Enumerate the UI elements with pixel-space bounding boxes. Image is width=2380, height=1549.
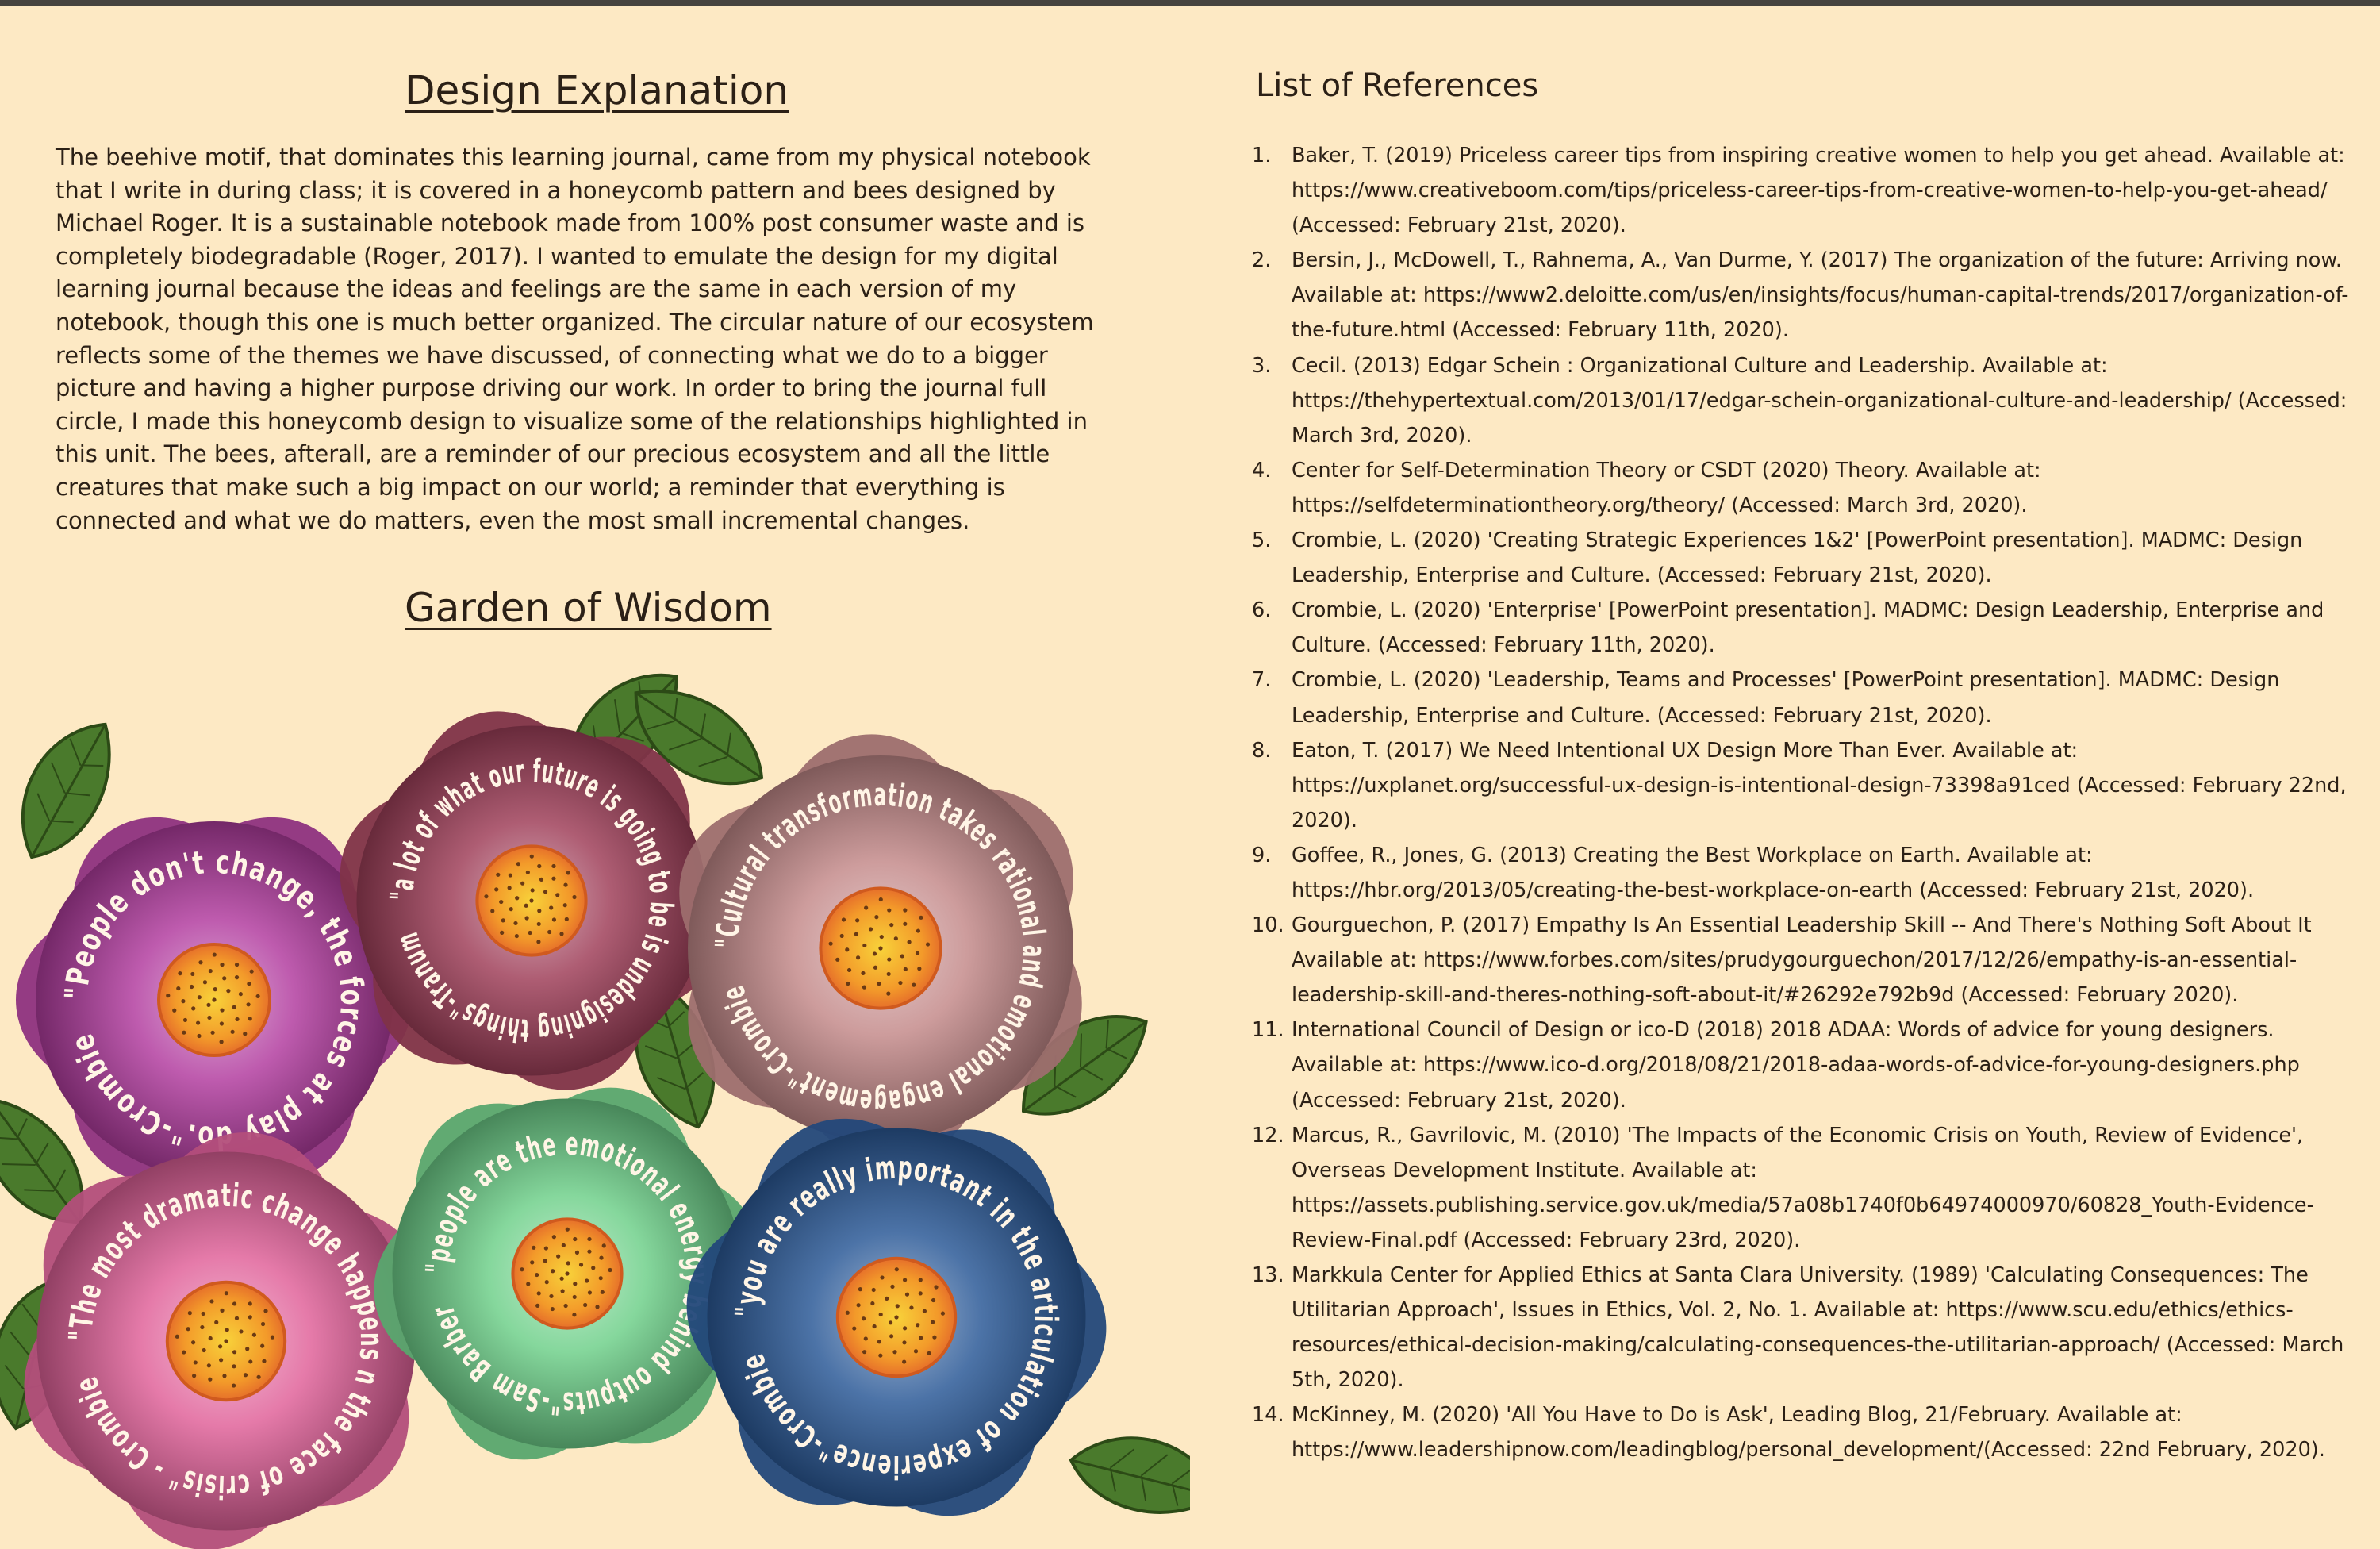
seed-dot (248, 1017, 252, 1020)
reference-item (1252, 1013, 2355, 1117)
seed-dot (555, 893, 559, 897)
seed-dot (862, 1350, 866, 1354)
seed-dot (932, 1336, 936, 1340)
seed-dot (232, 1301, 236, 1305)
seed-dot (846, 1311, 850, 1315)
seed-dot (887, 957, 891, 961)
seed-dot (878, 1354, 882, 1358)
seed-dot (537, 922, 541, 926)
seed-dot (858, 1287, 862, 1291)
seed-dot (889, 1334, 893, 1338)
seed-dot (601, 1290, 605, 1294)
seed-dot (599, 1256, 603, 1260)
seed-dot (560, 1277, 564, 1281)
reference-number: 9. (1252, 843, 1272, 867)
seed-dot (183, 1018, 187, 1022)
seed-dot (560, 1289, 564, 1293)
seed-dot (494, 887, 498, 891)
reference-number: 4. (1252, 458, 1272, 482)
seed-dot (549, 905, 553, 909)
seed-dot (256, 994, 260, 998)
reference-text: Baker, T. (2019) Priceless career tips from inspiring creative women to help you get ahead. Available at: https://www.creativeboom.com/tips/priceless-career-tips-from-creative-women-to-help-you-get-ahead/ (Accessed: February 21st, 2020). (1292, 144, 2345, 238)
seed-dot (565, 917, 569, 921)
seed-dot (566, 1228, 570, 1232)
seed-dot (608, 1268, 612, 1272)
reference-number: 5. (1252, 529, 1272, 553)
seed-dot (539, 878, 543, 882)
seed-dot (186, 1327, 190, 1331)
seed-dot (528, 931, 532, 935)
reference-number: 10. (1252, 913, 1284, 938)
reference-text: Bersin, J., McDowell, T., Rahnema, A., Van Durme, Y. (2017) The organization of the future: Arriving now. Available at: https://www2.deloitte.com/us/en/insights/focus/human-capital-trends/2017/organization-of-the-future.html (Accessed: February 11th, 2020). (1292, 248, 2349, 343)
seed-dot (190, 985, 194, 989)
seed-dot (573, 1237, 577, 1241)
seed-dot (235, 963, 239, 967)
seed-dot (919, 1291, 923, 1295)
references-list (1252, 138, 2355, 1468)
seed-dot (248, 1315, 252, 1319)
seed-dot (532, 1246, 536, 1250)
seed-dot (873, 966, 877, 970)
seed-dot (591, 1266, 595, 1270)
seed-dot (194, 1360, 198, 1364)
seed-dot (208, 1378, 212, 1382)
seed-dot (854, 932, 858, 936)
flower-quote-text: "The most dramatic change happens n the face of crisis" - Crombie (62, 1176, 390, 1505)
seed-dot (602, 1243, 606, 1247)
seed-dot (536, 1304, 539, 1308)
seed-dot (496, 873, 500, 877)
seed-dot (877, 1340, 881, 1343)
seed-dot (902, 1359, 906, 1363)
seed-dot (220, 963, 224, 967)
seed-dot (244, 1373, 248, 1377)
seed-dot (551, 1307, 555, 1311)
seed-dot (862, 986, 866, 990)
seed-dot (176, 986, 180, 990)
seed-dot (583, 1303, 587, 1307)
seed-dot (552, 917, 556, 921)
seed-dot (562, 1243, 566, 1247)
seed-dot (520, 882, 524, 886)
reference-item (1252, 733, 2355, 838)
seed-dot (490, 909, 494, 913)
seed-dot (864, 905, 868, 909)
seed-dot (526, 871, 530, 874)
seed-dot (914, 1349, 918, 1353)
seed-dot (879, 1313, 883, 1316)
seed-dot (587, 1250, 591, 1254)
reference-item (1252, 1397, 2355, 1467)
reference-item (1252, 663, 2355, 732)
seed-dot (870, 1301, 874, 1305)
seed-dot (190, 972, 194, 976)
seed-dot (916, 1323, 919, 1327)
seed-dot (530, 1260, 534, 1264)
seed-dot (252, 1333, 256, 1337)
seed-dot (198, 960, 202, 964)
seed-dot (585, 1278, 589, 1282)
seed-dot (895, 1267, 899, 1271)
reference-item (1252, 1258, 2355, 1397)
seed-dot (232, 1350, 236, 1354)
seed-dot (200, 1325, 204, 1329)
seed-dot (530, 855, 534, 859)
seed-dot (235, 975, 239, 979)
seed-dot (934, 1285, 938, 1289)
reference-number: 13. (1252, 1263, 1284, 1287)
seed-dot (225, 1291, 228, 1295)
seed-dot (566, 871, 570, 874)
seed-dot (551, 864, 555, 868)
seed-dot (892, 1350, 896, 1354)
seed-dot (873, 1324, 877, 1328)
flower-quote-text: "a lot of what our future is going to be is undesigning things"-Tranum (383, 751, 681, 1050)
seed-dot (509, 907, 513, 911)
seed-dot (182, 1031, 186, 1035)
seed-dot (224, 1339, 228, 1343)
garden-of-wisdom-title: Garden of Wisdom (405, 585, 772, 631)
leaf (1062, 1416, 1190, 1536)
seed-dot (923, 1309, 927, 1313)
seed-dot (903, 908, 907, 912)
seed-dot (191, 1340, 195, 1344)
seed-dot (192, 1374, 196, 1378)
reference-item (1252, 523, 2355, 593)
seed-dot (231, 1030, 235, 1034)
seed-dot (207, 1016, 211, 1020)
seed-dot (182, 1350, 186, 1354)
seed-dot (847, 968, 851, 972)
seed-dot (175, 1335, 179, 1339)
seed-dot (271, 1336, 274, 1340)
seed-dot (166, 994, 170, 997)
seed-dot (197, 1034, 201, 1038)
seed-dot (587, 1237, 591, 1241)
seed-dot (579, 1263, 583, 1266)
reference-number: 2. (1252, 248, 1272, 273)
seed-dot (552, 1235, 556, 1239)
flower-quote-text: "Cultural transformation takes rational and emotional engagement"-Crombie (708, 774, 1053, 1120)
reference-text: Crombie, L. (2020) 'Leadership, Teams and Processes' [PowerPoint presentation]. MADMC: Design Leadership, Enterprise and Culture. (Accessed: February 21st, 2020). (1292, 668, 2280, 728)
seed-dot (852, 1326, 856, 1330)
seed-dot (243, 1032, 247, 1036)
seed-dot (927, 1351, 931, 1355)
reference-item (1252, 1118, 2355, 1258)
seed-dot (917, 967, 921, 971)
seed-dot (232, 1364, 236, 1368)
seed-dot (887, 908, 891, 912)
seed-dot (889, 1320, 892, 1324)
seed-dot (536, 940, 540, 944)
reference-text: Cecil. (2013) Edgar Schein : Organizational Culture and Leadership. Available at: https://thehypertextual.com/2013/01/17/edgar-schein-organizational-culture-and-leadership/ (Accessed: March 3rd, 2020). (1292, 353, 2347, 448)
seed-dot (885, 1297, 889, 1301)
seed-dot (846, 982, 850, 986)
seed-dot (219, 1040, 223, 1044)
seed-dot (551, 1269, 555, 1273)
seed-dot (509, 873, 512, 877)
seed-dot (235, 1316, 239, 1320)
flower-quote-text: "you are really important in the articulation of experience"-Crombie (728, 1148, 1065, 1486)
reference-number: 14. (1252, 1403, 1284, 1428)
reference-number: 8. (1252, 738, 1272, 763)
reference-item (1252, 243, 2355, 348)
seed-dot (551, 877, 555, 881)
seed-dot (500, 931, 504, 935)
seed-dot (524, 904, 528, 908)
seed-dot (916, 951, 919, 955)
seed-dot (213, 987, 217, 991)
seed-dot (263, 1309, 267, 1313)
reference-item (1252, 593, 2355, 663)
seed-dot (260, 1344, 264, 1348)
seed-dot (931, 1320, 935, 1324)
seed-dot (232, 1383, 236, 1387)
seed-dot (261, 1322, 265, 1326)
seed-dot (202, 1312, 205, 1316)
seed-dot (896, 1304, 900, 1308)
garden-of-wisdom-illustration (0, 635, 1190, 1549)
seed-dot (209, 1336, 213, 1340)
reference-item (1252, 348, 2355, 453)
seed-dot (872, 1288, 876, 1292)
seed-dot (239, 992, 243, 996)
reference-number: 3. (1252, 353, 1272, 378)
top-border (0, 0, 2380, 6)
seed-dot (218, 1344, 222, 1348)
seed-dot (931, 1298, 935, 1302)
seed-dot (248, 1359, 252, 1363)
seed-dot (537, 1291, 541, 1295)
reference-text: Eaton, T. (2017) We Need Intentional UX Design More Than Ever. Available at: https://uxplanet.org/successful-ux-design-is-intentional-design-73398a91ced (Accessed: February 22nd, 2020). (1292, 738, 2347, 832)
seed-dot (894, 936, 898, 940)
seed-dot (513, 921, 517, 925)
seed-dot (886, 992, 890, 996)
seed-dot (196, 1020, 200, 1024)
reference-item (1252, 138, 2355, 243)
seed-dot (535, 1273, 539, 1277)
seed-dot (245, 1347, 249, 1351)
seed-dot (900, 954, 904, 958)
seed-dot (880, 935, 884, 939)
seed-dot (515, 934, 519, 938)
seed-dot (210, 1031, 214, 1035)
seed-dot (214, 1320, 218, 1324)
seed-dot (599, 1276, 603, 1280)
seed-dot (869, 927, 873, 931)
seed-dot (508, 886, 512, 890)
seed-dot (172, 1009, 176, 1013)
seed-dot (894, 1315, 898, 1319)
seed-dot (588, 1290, 592, 1294)
seed-dot (537, 864, 541, 868)
reference-number: 6. (1252, 598, 1272, 623)
seed-dot (890, 1285, 894, 1289)
seed-dot (178, 971, 182, 975)
reference-text: Goffee, R., Jones, G. (2013) Creating the Best Workplace on Earth. Available at: https://hbr.org/2013/05/creating-the-best-workplace-on-earth (Accessed: February 21st, 2020). (1292, 843, 2255, 902)
seed-dot (563, 883, 567, 887)
seed-dot (516, 862, 520, 866)
seed-dot (248, 1301, 252, 1305)
seed-dot (903, 1278, 907, 1282)
seed-dot (203, 980, 207, 984)
seed-dot (563, 903, 567, 907)
seed-dot (898, 981, 902, 985)
seed-dot (484, 894, 488, 898)
seed-dot (878, 946, 882, 950)
reference-item (1252, 908, 2355, 1013)
seed-dot (861, 971, 865, 975)
reference-text: Gourguechon, P. (2017) Empathy Is An Essential Leadership Skill -- And There's Nothing Soft About It Available at: https://www.forbes.com/sites/prudygourguechon/2017/12/26/empathy-is-an-essential-leadership-skill-and-theres-nothing-soft-about-it/#26292e792b9d (Accessed: February 2020). (1292, 913, 2312, 1008)
reference-number: 7. (1252, 668, 1272, 693)
seed-dot (575, 1251, 579, 1255)
seed-dot (209, 1299, 213, 1303)
seed-dot (912, 983, 916, 987)
seed-dot (926, 942, 930, 946)
seed-dot (526, 1282, 530, 1286)
seed-dot (873, 951, 877, 955)
seed-dot (202, 1348, 206, 1352)
seed-dot (499, 900, 503, 904)
reference-text: Center for Self-Determination Theory or CSDT (2020) Theory. Available at: https://selfdeterminationtheory.org/theory/ (Accessed: March 3rd, 2020). (1292, 458, 2041, 517)
reference-text: Markkula Center for Applied Ethics at Santa Clara University. (1989) 'Calculating Consequences: The Utilitarian Approach', Issues in Ethics, Vol. 2, No. 1. Available at: https://www.scu.edu/ethics/ethics-resources/ethical-decision-making/calculating-consequences-the-utilitarian-approach/ (Accessed: March 5th, 2020). (1292, 1263, 2344, 1393)
seed-dot (907, 940, 911, 944)
seed-dot (909, 1305, 913, 1309)
seed-dot (840, 934, 844, 938)
seed-dot (842, 917, 846, 921)
seed-dot (902, 1340, 906, 1344)
seed-dot (520, 1267, 524, 1271)
reference-text: International Council of Design or ico-D (2018) 2018 ADAA: Words of advice for young designers. Available at: https://www.ico-d.org/2018/08/21/2018-adaa-words-of-advice-for-young-designers.php (Accessed: February 21st, 2020). (1292, 1018, 2300, 1113)
seed-dot (919, 916, 923, 920)
seed-dot (887, 972, 891, 976)
seed-dot (257, 1375, 261, 1379)
seed-dot (919, 1336, 923, 1340)
seed-dot (559, 932, 563, 936)
flower-quote-text: "people are the emotional ener ehind outputs"-Sam Barber (419, 1124, 715, 1422)
seed-dot (537, 909, 541, 913)
reference-number: 1. (1252, 144, 1272, 167)
seed-dot (862, 944, 866, 947)
seed-dot (919, 1278, 923, 1282)
seed-dot (212, 997, 216, 1001)
seed-dot (547, 930, 551, 934)
seed-dot (220, 1309, 224, 1313)
seed-dot (903, 1326, 907, 1330)
reference-text: Crombie, L. (2020) 'Enterprise' [PowerPoint presentation]. MADMC: Design Leadership, Enterprise and Culture. (Accessed: February 11th, 2020). (1292, 598, 2324, 658)
seed-dot (941, 1312, 945, 1316)
seed-dot (903, 922, 907, 926)
seed-dot (524, 916, 528, 920)
seed-dot (501, 918, 505, 922)
seed-dot (247, 982, 251, 986)
seed-dot (856, 1303, 860, 1307)
seed-dot (889, 923, 893, 927)
seed-dot (220, 1008, 224, 1012)
seed-dot (529, 898, 533, 902)
reference-number: 12. (1252, 1123, 1284, 1147)
seed-dot (835, 958, 839, 962)
seed-dot (220, 1021, 224, 1025)
seed-dot (856, 955, 860, 959)
seed-dot (246, 1002, 250, 1006)
design-explanation-title: Design Explanation (405, 67, 789, 113)
reference-number: 11. (1252, 1018, 1284, 1043)
design-explanation-body: The beehive motif, that dominates this learning journal, came from my physical notebook that I write in during class; it is covered in a honeycomb pattern and bees designed by Michael Roger. It is a sustainable notebook made from 100% post consumer waste and is completely biodegradable (Roger, 2017). I wanted to emulate the design for my digital learning journal because the ideas and feelings are the same in each version of my notebook, though this one is much better organized. The circular nature of our ecosystem reflects some of the themes we have discussed, of connecting what we do to a bigger picture and having a higher purpose driving our work. In order to bring the journal full circle, I made this honeycomb design to visualize some of the relationships highlighted in this unit. The bees, afterall, are a reminder of our precious ecosystem and all the little creatures that make such a big impact on our world; a reminder that everything is connected and what we do matters, even the most small incremental changes. (56, 144, 1094, 534)
seed-dot (181, 999, 185, 1003)
seed-dot (235, 1017, 239, 1021)
seed-dot (544, 1246, 548, 1250)
seed-dot (880, 1275, 884, 1279)
seed-dot (565, 1271, 569, 1275)
seed-dot (864, 1336, 868, 1340)
flower-quote-text: "People don't change, the forces at pla o."-Crombie (58, 844, 370, 1156)
seed-dot (219, 1358, 223, 1362)
seed-dot (209, 969, 213, 973)
seed-dot (573, 1282, 577, 1286)
seed-dot (874, 915, 878, 919)
seed-dot (225, 1328, 229, 1332)
seed-dot (222, 976, 226, 980)
seed-dot (862, 1316, 866, 1320)
seed-dot (904, 967, 908, 971)
reference-text: Crombie, L. (2020) 'Creating Strategic Experiences 1&2' [PowerPoint presentation]. MADMC: Design Leadership, Enterprise and Culture. (Accessed: February 21st, 2020). (1292, 529, 2303, 588)
reference-text: Marcus, R., Gavrilovic, M. (2010) 'The Impacts of the Economic Crisis on Youth, Review of Evidence', Overseas Development Institute. Available at: https://assets.publishing.service.gov.uk/media/57a08b1740f0b64974000970/60828_Youth-Evidence-Review-Final.pdf (Accessed: February 23rd, 2020). (1292, 1123, 2314, 1252)
reference-text: McKinney, M. (2020) 'All You Have to Do is Ask', Leading Blog, 21/February. Available at: https://www.leadershipnow.com/leadingblog/personal_development/(Accessed: 22nd February, 2020). (1292, 1403, 2325, 1463)
seed-dot (262, 1359, 266, 1363)
seed-dot (543, 890, 547, 894)
seed-dot (877, 982, 881, 986)
seed-dot (905, 1293, 909, 1297)
seed-dot (515, 896, 519, 900)
seed-dot (572, 895, 576, 899)
reference-item (1252, 838, 2355, 908)
seed-dot (572, 1313, 576, 1316)
reference-item (1252, 453, 2355, 523)
seed-dot (213, 952, 217, 956)
seed-dot (566, 1261, 570, 1265)
seed-dot (855, 918, 859, 922)
seed-dot (250, 970, 254, 974)
seed-dot (595, 1305, 599, 1309)
seed-dot (207, 1363, 211, 1367)
seed-dot (232, 1005, 236, 1009)
references-title: List of References (1256, 67, 1539, 104)
seed-dot (573, 1295, 577, 1299)
seed-dot (845, 947, 849, 951)
seed-dot (549, 1294, 553, 1298)
seed-dot (916, 928, 920, 932)
flower (678, 1084, 1115, 1549)
seed-dot (543, 1259, 547, 1263)
seed-dot (206, 1003, 210, 1007)
seed-dot (226, 989, 230, 993)
seed-dot (239, 1329, 243, 1333)
flowers-layer (0, 687, 1118, 1549)
seed-dot (556, 1255, 560, 1259)
seed-dot (545, 1280, 549, 1284)
seed-dot (564, 1304, 568, 1308)
seed-dot (188, 1311, 192, 1315)
seed-dot (222, 1374, 226, 1378)
seed-dot (198, 995, 202, 999)
seed-dot (531, 888, 535, 892)
seed-dot (879, 897, 883, 901)
seed-dot (829, 942, 833, 946)
seed-dot (191, 1006, 195, 1010)
